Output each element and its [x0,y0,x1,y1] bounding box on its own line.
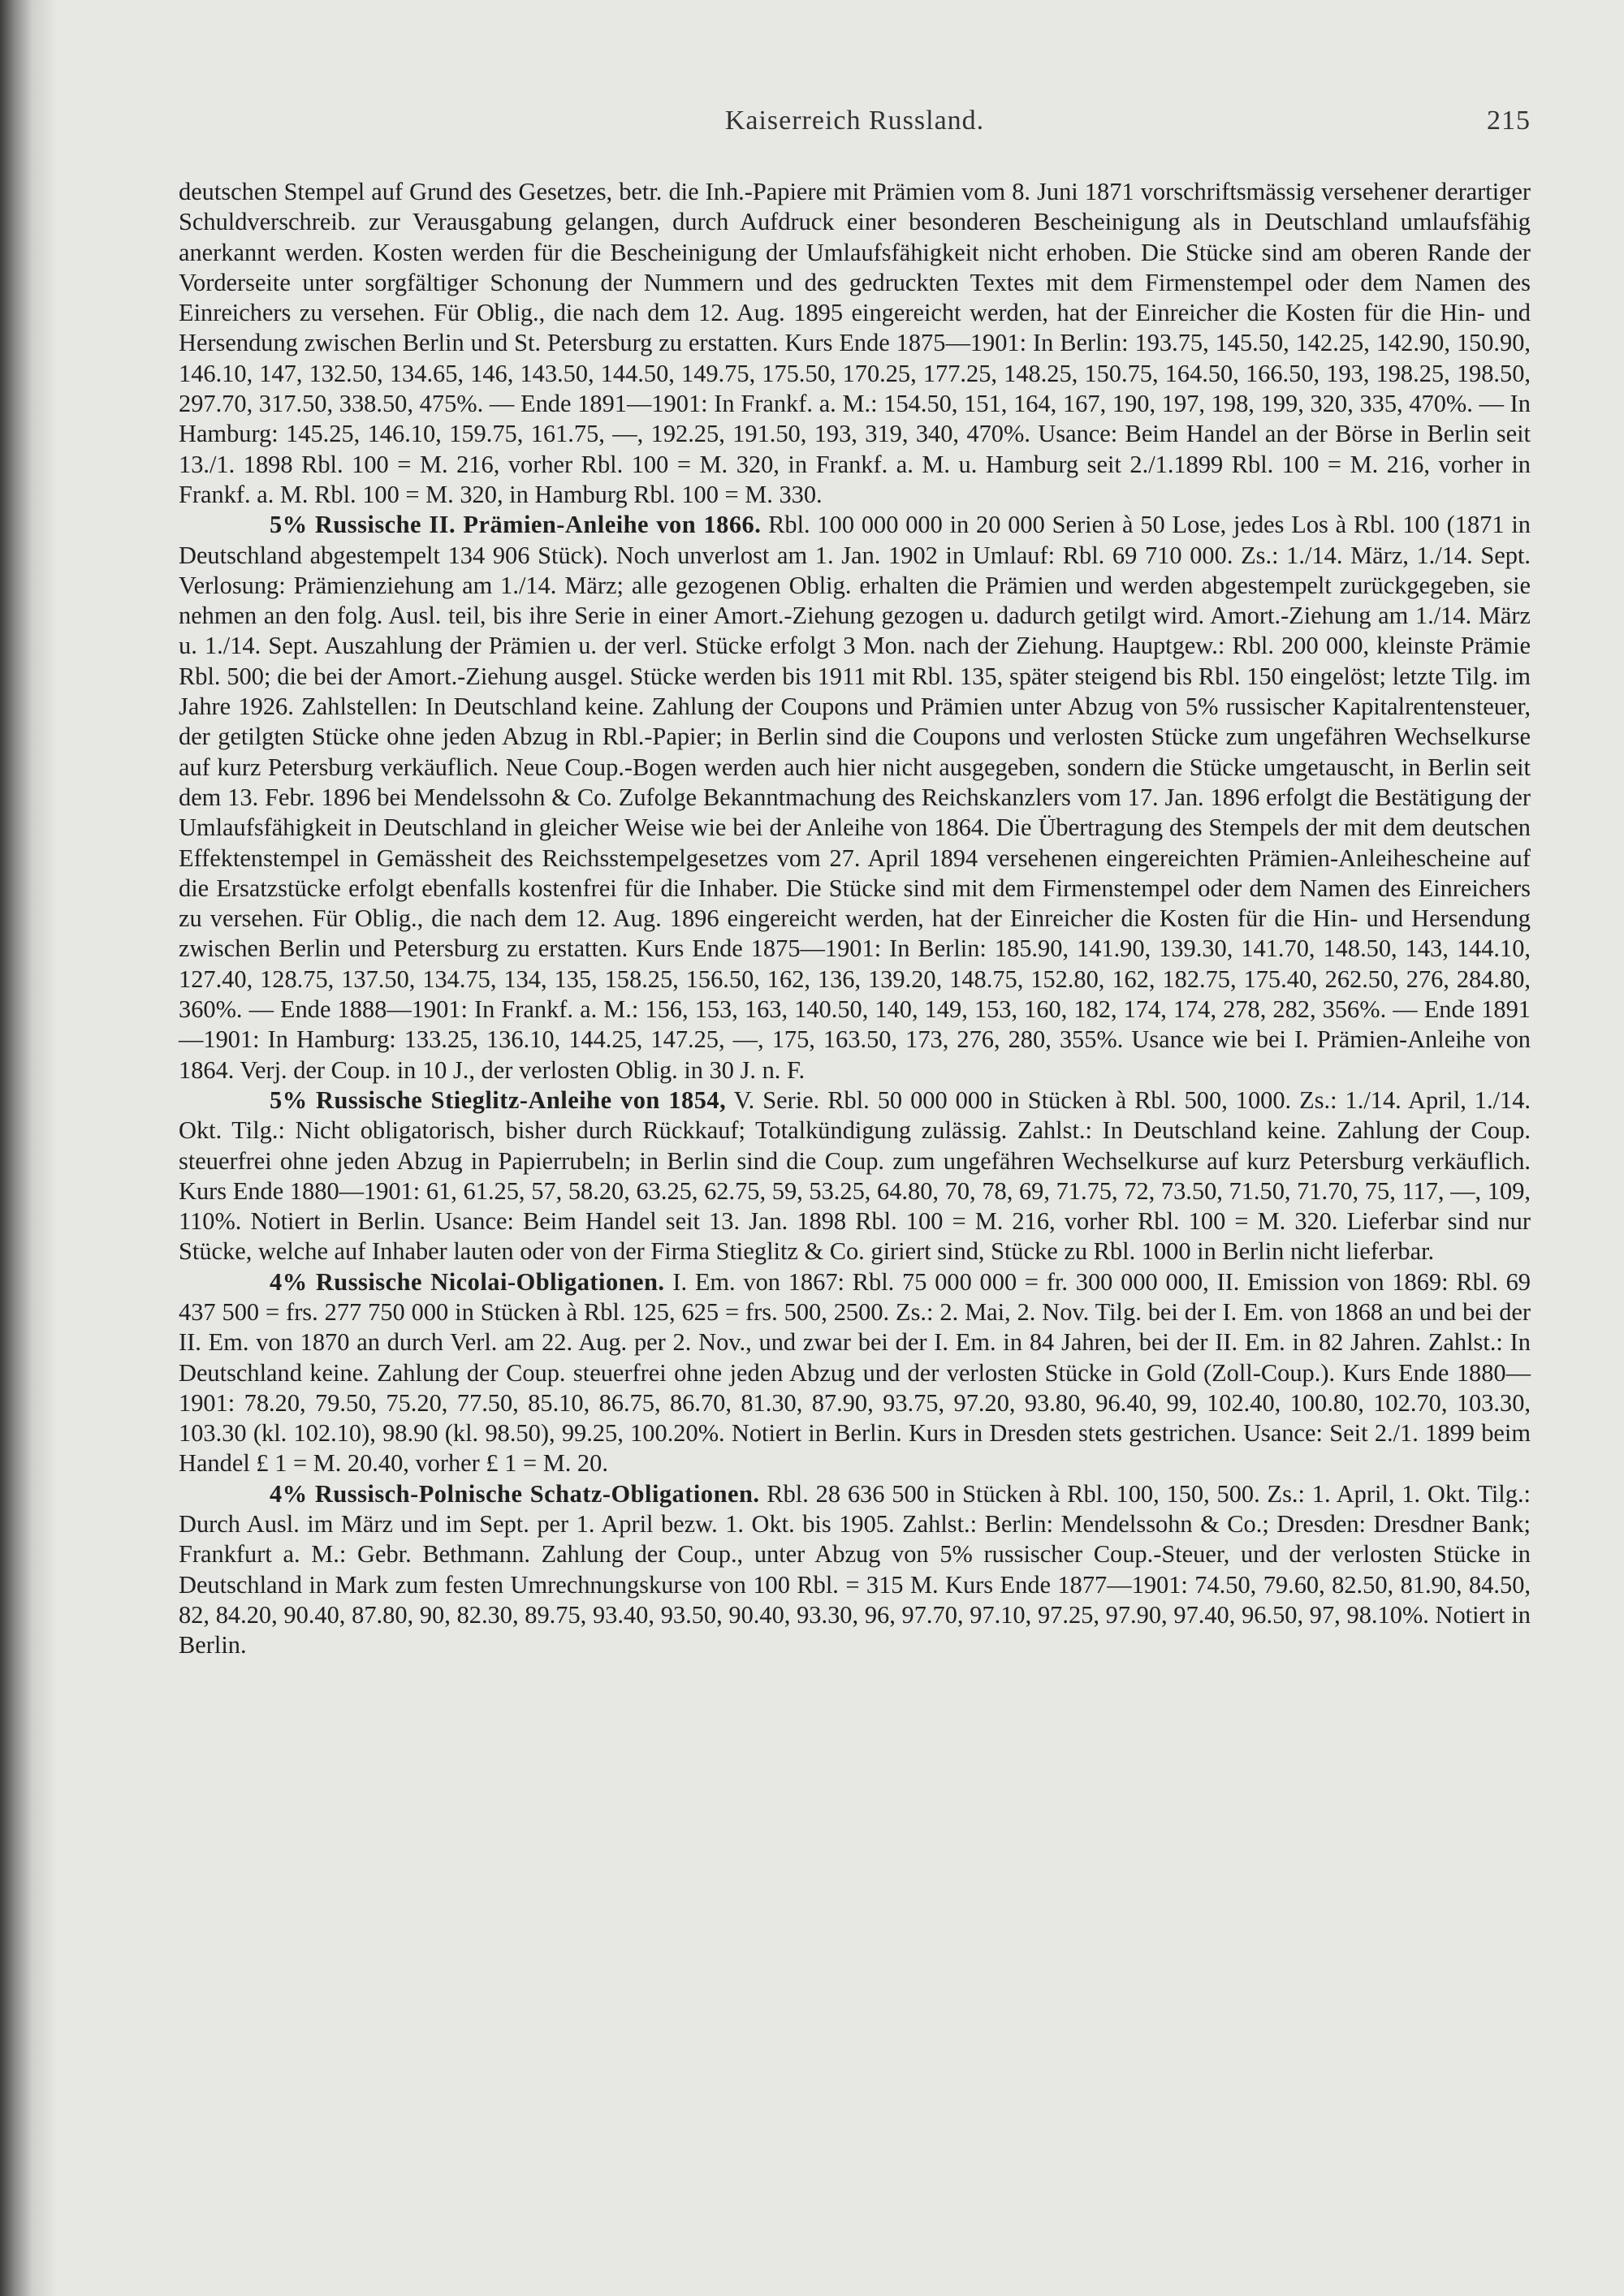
paragraph-nicolai-obligations [179,1267,1531,1479]
paragraph-text: V. Serie. Rbl. 50 000 000 in Stücken à Rbl. 500, 1000. Zs.: 1./14. April, 1./14. Okt. Tilg.: Nicht obligatorisch, bisher durch Rückkauf; Totalkündigung zulässig. Zahlst.: In Deutschland keine. Zahlung der Coup. steuerfrei ohne jeden Abzug in Papierrubeln; in Berlin sind die Coup. zum ungefähren Wechselkurse auf kurz Petersburg verkäuflich. Kurs Ende 1880—1901: 61, 61.25, 57, 58.20, 63.25, 62.75, 59, 53.25, 64.80, 70, 78, 69, 71.75, 72, 73.50, 71.50, 71.70, 75, 117, —, 109, 110%. Notiert in Berlin. Usance: Beim Handel seit 13. Jan. 1898 Rbl. 100 = M. 216, vorher Rbl. 100 = M. 320. Lieferbar sind nur Stücke, welche auf Inhaber lauten oder von der Firma Stieglitz & Co. giriert sind, Stücke zu Rbl. 1000 in Berlin nicht lieferbar. [179,1085,1531,1266]
paragraph-stieglitz-loan-1854 [179,1085,1531,1267]
page-header [179,106,1531,151]
entry-title: 5% Russische Stieglitz-Anleihe von 1854, [270,1085,727,1114]
book-binding-shadow [0,0,57,2296]
paragraph-text: deutschen Stempel auf Grund des Gesetzes, betr. die Inh.-Papiere mit Prämien vom 8. Juni 1871 vorschriftsmässig versehener derartiger Schuldverschreib. zur Verausgabung gelangen, durch Aufdruck einer besonderen Bescheinigung als in Deutschland umlaufsfähig anerkannt werden. Kosten werden für die Bescheinigung der Umlaufsfähigkeit nicht erhoben. Die Stücke sind am oberen Rande der Vorderseite unter sorgfältiger Schonung der Nummern und des gedruckten Textes mit dem Firmenstempel oder dem Namen des Einreichers zu versehen. Für Oblig., die nach dem 12. Aug. 1895 eingereicht werden, hat der Einreicher die Kosten für die Hin- und Hersendung zwischen Berlin und St. Petersburg zu erstatten. Kurs Ende 1875—1901: In Berlin: 193.75, 145.50, 142.25, 142.90, 150.90, 146.10, 147, 132.50, 134.65, 146, 143.50, 144.50, 149.75, 175.50, 170.25, 177.25, 148.25, 150.75, 164.50, 166.50, 193, 198.25, 198.50, 297.70, 317.50, 338.50, 475%. — Ende 1891—1901: In Frankf. a. M.: 154.50, 151, 164, 167, 190, 197, 198, 199, 320, 335, 470%. — In Hamburg: 145.25, 146.10, 159.75, 161.75, —, 192.25, 191.50, 193, 319, 340, 470%. Usance: Beim Handel an der Börse in Berlin seit 13./1. 1898 Rbl. 100 = M. 216, vorher Rbl. 100 = M. 320, in Frankf. a. M. u. Hamburg seit 2./1.1899 Rbl. 100 = M. 216, vorher in Frankf. a. M. Rbl. 100 = M. 320, in Hamburg Rbl. 100 = M. 330. [179,178,1531,508]
body-text [179,177,1531,1661]
entry-title: 5% Russische II. Prämien-Anleihe von 1866. [270,511,762,539]
entry-title: 4% Russisch-Polnische Schatz-Obligationen. [270,1479,760,1508]
paragraph-text: I. Em. von 1867: Rbl. 75 000 000 = fr. 300 000 000, II. Emission von 1869: Rbl. 69 437 500 = frs. 277 750 000 in Stücken à Rbl. 125, 625 = frs. 500, 2500. Zs.: 2. Mai, 2. Nov. Tilg. bei der I. Em. von 1868 an und bei der II. Em. von 1870 an durch Verl. am 22. Aug. per 2. Nov., und zwar bei der I. Em. in 84 Jahren, bei der II. Em. in 82 Jahren. Zahlst.: In Deutschland keine. Zahlung der Coup. steuerfrei ohne jeden Abzug und der verlosten Stücke in Gold (Zoll-Coup.). Kurs Ende 1880—1901: 78.20, 79.50, 75.20, 77.50, 85.10, 86.75, 86.70, 81.30, 87.90, 93.75, 97.20, 93.80, 96.40, 99, 102.40, 100.80, 102.70, 103.30, 103.30 (kl. 102.10), 98.90 (kl. 98.50), 99.25, 100.20%. Notiert in Berlin. Kurs in Dresden stets gestrichen. Usance: Seit 2./1. 1899 beim Handel £ 1 = M. 20.40, vorher £ 1 = M. 20. [179,1267,1531,1478]
paragraph-premium-loan-1866 [179,510,1531,1085]
paragraph-text: Rbl. 28 636 500 in Stücken à Rbl. 100, 150, 500. Zs.: 1. April, 1. Okt. Tilg.: Durch Ausl. im März und im Sept. per 1. April bezw. 1. Okt. bis 1905. Zahlst.: Berlin: Mendelssohn & Co.; Dresden: Dresdner Bank; Frankfurt a. M.: Gebr. Bethmann. Zahlung der Coup., unter Abzug von 5% russischer Coup.-Steuer, und der verlosten Stücke in Deutschland in Mark zum festen Umrechnungskurse von 100 Rbl. = 315 M. Kurs Ende 1877—1901: 74.50, 79.60, 82.50, 81.90, 84.50, 82, 84.20, 90.40, 87.80, 90, 82.30, 89.75, 93.40, 93.50, 90.40, 93.30, 96, 97.70, 97.10, 97.25, 97.90, 97.40, 96.50, 97, 98.10%. Notiert in Berlin. [179,1479,1531,1659]
running-title: Kaiserreich Russland. [724,106,985,136]
paragraph-continuation [179,177,1531,510]
entry-title: 4% Russische Nicolai-Obligationen. [270,1267,665,1296]
paragraph-text: Rbl. 100 000 000 in 20 000 Serien à 50 Lose, jedes Los à Rbl. 100 (1871 in Deutschland abgestempelt 134 906 Stück). Noch unverlost am 1. Jan. 1902 in Umlauf: Rbl. 69 710 000. Zs.: 1./14. März, 1./14. Sept. Verlosung: Prämienziehung am 1./14. März; alle gezogenen Oblig. erhalten die Prämien und werden abgestempelt zurückgegeben, sie nehmen an den folg. Ausl. teil, bis ihre Serie in einer Amort.-Ziehung gezogen u. dadurch getilgt wird. Amort.-Ziehung am 1./14. März u. 1./14. Sept. Auszahlung der Prämien u. der verl. Stücke erfolgt 3 Mon. nach der Ziehung. Hauptgew.: Rbl. 200 000, kleinste Prämie Rbl. 500; die bei der Amort.-Ziehung ausgel. Stücke werden bis 1911 mit Rbl. 135, später steigend bis Rbl. 150 eingelöst; letzte Tilg. im Jahre 1926. Zahlstellen: In Deutschland keine. Zahlung der Coupons und Prämien unter Abzug von 5% russischer Kapitalrentensteuer, der getilgten Stücke ohne jeden Abzug in Rbl.-Papier; in Berlin sind die Coupons und verlosten Stücke zum ungefähren Wechselkurse auf kurz Petersburg verkäuflich. Neue Coup.-Bogen werden auch hier nicht ausgegeben, sondern die Stücke umgetauscht, in Berlin seit dem 13. Febr. 1896 bei Mendelssohn & Co. Zufolge Bekanntmachung des Reichskanzlers vom 17. Jan. 1896 erfolgt die Bestätigung der Umlaufsfähigkeit in Deutschland in gleicher Weise wie bei der Anleihe von 1864. Die Übertragung des Stempels der mit dem deutschen Effektenstempel in Gemässheit des Reichsstempelgesetzes vom 27. April 1894 versehenen eingereichten Prämien-Anleihescheine auf die Ersatzstücke erfolgt ebenfalls kostenfrei für die Inhaber. Die Stücke sind mit dem Firmenstempel oder dem Namen des Einreichers zu versehen. Für Oblig., die nach dem 12. Aug. 1896 eingereicht werden, hat der Einreicher die Kosten für die Hin- und Hersendung zwischen Berlin und Petersburg zu erstatten. Kurs Ende 1875—1901: In Berlin: 185.90, 141.90, 139.30, 141.70, 148.50, 143, 144.10, 127.40, 128.75, 137.50, 134.75, 134, 135, 158.25, 156.50, 162, 136, 139.20, 148.75, 152.80, 162, 182.75, 175.40, 262.50, 276, 284.80, 360%. — Ende 1888—1901: In Frankf. a. M.: 156, 153, 163, 140.50, 140, 149, 153, 160, 182, 174, 174, 278, 282, 356%. — Ende 1891—1901: In Hamburg: 133.25, 136.10, 144.25, 147.25, —, 175, 163.50, 173, 276, 280, 355%. Usance wie bei I. Prämien-Anleihe von 1864. Verj. der Coup. in 10 J., der verlosten Oblig. in 30 J. n. F. [179,511,1531,1084]
paragraph-polish-treasury-obligations [179,1479,1531,1661]
page-number: 215 [1487,106,1531,136]
